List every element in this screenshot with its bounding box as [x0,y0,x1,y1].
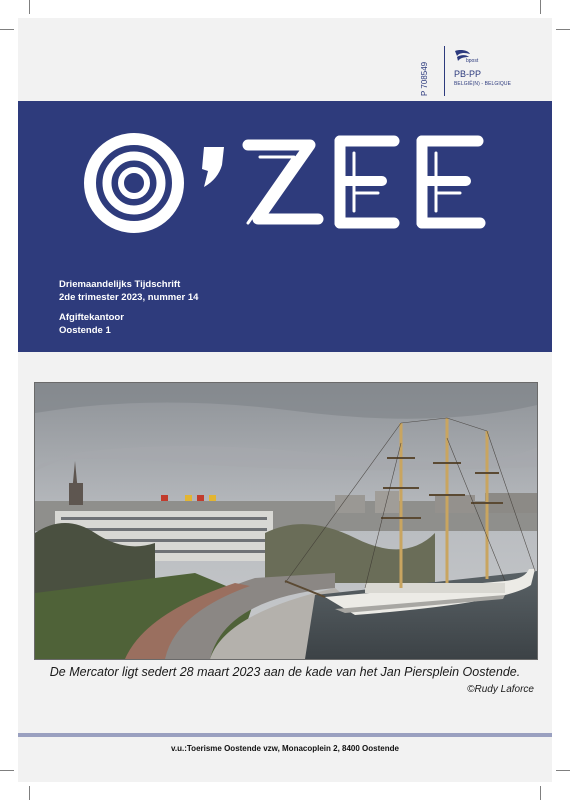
issue-label: 2de trimester 2023, nummer 14 [59,292,199,303]
country-label: BELGIË(N) - BELGIQUE [454,81,512,87]
bpost-word: bpost [466,58,479,64]
footer-rule [18,733,552,737]
crop-mark [0,770,14,771]
frequency-label: Driemaandelijks Tijdschrift [59,279,181,290]
masthead [18,101,552,352]
cover-photo [34,382,538,660]
crop-mark [29,786,30,800]
publisher-line: v.u.:Toerisme Oostende vzw, Monacoplein 2, 8400 Oostende [171,744,399,753]
crop-mark [29,0,30,14]
pb-pp-label: PB-PP [454,69,482,79]
crop-mark [556,29,570,30]
permit-number: P 708549 [420,61,429,96]
crop-mark [0,29,14,30]
photo-caption: De Mercator ligt sedert 28 maart 2023 aan de kade van het Jan Piersplein Oostende. [49,665,521,679]
office-label: Afgiftekantoor [59,312,124,323]
crop-mark [540,786,541,800]
postal-divider [444,46,445,96]
office-value: Oostende 1 [59,325,111,336]
ship-harbour-photo-icon [35,383,537,659]
crop-mark [556,770,570,771]
photo-credit: ©Rudy Laforce [467,684,534,695]
crop-mark [540,0,541,14]
